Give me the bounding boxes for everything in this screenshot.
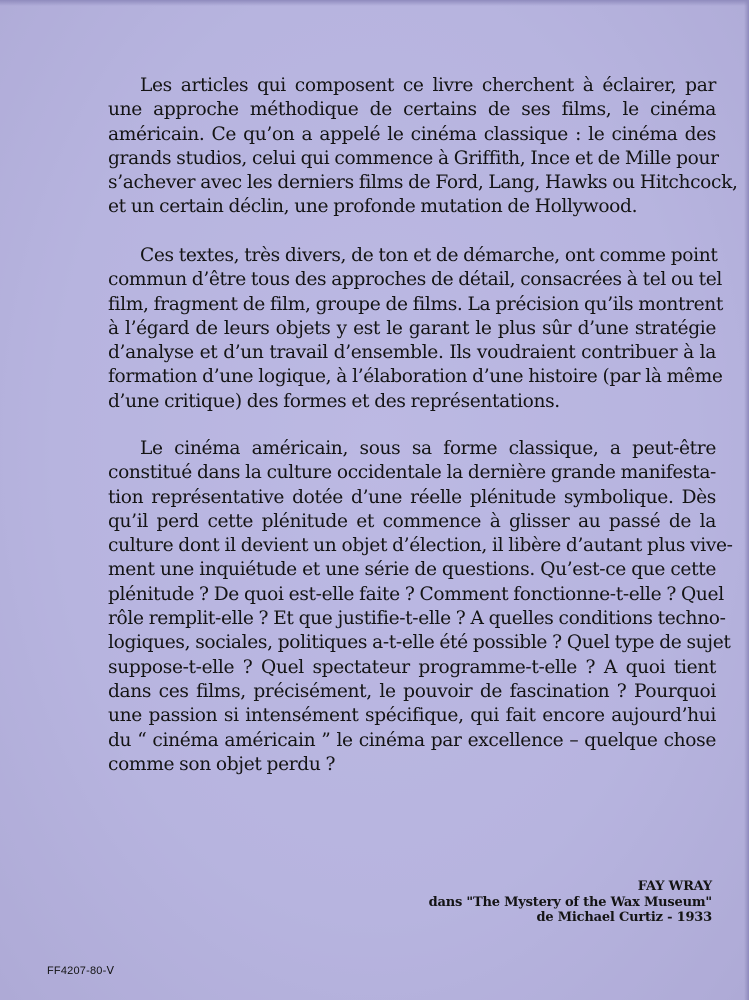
caption-director: de Michael Curtiz - 1933 bbox=[536, 910, 712, 925]
text-line: américain. Ce qu’on a appelé le cinéma classique : le cinéma des bbox=[108, 123, 716, 145]
text-line: culture dont il devient un objet d’élection, il libère d’autant plus vive- bbox=[108, 535, 733, 557]
paragraph-2 bbox=[108, 244, 724, 414]
text-line: film, fragment de film, groupe de films. La précision qu’ils montrent bbox=[108, 293, 724, 315]
text-line: et un certain déclin, une profonde mutation de Hollywood. bbox=[108, 196, 638, 218]
text-line: dans ces films, précisément, le pouvoir de fascination ? Pourquoi bbox=[108, 680, 716, 702]
text-line: suppose-t-elle ? Quel spectateur programme-t-elle ? A quoi tient bbox=[108, 656, 716, 678]
catalog-code: FF4207-80-Ⅴ bbox=[47, 965, 115, 977]
text-line: logiques, sociales, politiques a-t-elle été possible ? Quel type de sujet bbox=[108, 632, 731, 654]
text-line: rôle remplit-elle ? Et que justifie-t-elle ? A quelles conditions techno- bbox=[108, 608, 726, 630]
text-line: Ces textes, très divers, de ton et de démarche, ont comme point bbox=[140, 245, 718, 266]
caption-actress: FAY WRAY bbox=[637, 879, 712, 894]
text-line: ment une inquiétude et une série de questions. Qu’est-ce que cette bbox=[108, 559, 716, 581]
text-line: comme son objet perdu ? bbox=[108, 753, 336, 775]
text-line: d’analyse et d’un travail d’ensemble. Ils voudraient contribuer à la bbox=[108, 342, 716, 364]
text-line: constitué dans la culture occidentale la dernière grande manifesta- bbox=[108, 462, 716, 484]
text-line: grands studios, celui qui commence à Griffith, Ince et de Mille pour bbox=[108, 147, 719, 169]
text-line: tion représentative dotée d’une réelle plénitude symbolique. Dès bbox=[108, 486, 716, 508]
text-line: s’achever avec les derniers films de Ford, Lang, Hawks ou Hitchcock, bbox=[108, 172, 738, 194]
caption-film: dans "The Mystery of the Wax Museum" bbox=[428, 894, 712, 910]
text-line: à l’égard de leurs objets y est le garant le plus sûr d’une stratégie bbox=[108, 317, 716, 339]
text-line: plénitude ? De quoi est-elle faite ? Comment fonctionne-t-elle ? Quel bbox=[108, 583, 724, 605]
paragraph-3 bbox=[108, 437, 733, 777]
text-line: commun d’être tous des approches de détail, consacrées à tel ou tel bbox=[108, 269, 722, 291]
text-line: du “ cinéma américain ” le cinéma par excellence – quelque chose bbox=[108, 729, 716, 751]
text-line: d’une critique) des formes et des représentations. bbox=[108, 390, 560, 412]
text-line: formation d’une logique, à l’élaboration d’une histoire (par là même bbox=[108, 366, 723, 388]
text-line: Le cinéma américain, sous sa forme classique, a peut-être bbox=[140, 438, 716, 459]
text-line: une approche méthodique de certains de ses films, le cinéma bbox=[108, 99, 716, 121]
text-line: Les articles qui composent ce livre cherchent à éclairer, par bbox=[140, 75, 716, 96]
photo-caption bbox=[429, 879, 712, 926]
paragraph-1 bbox=[108, 74, 738, 220]
text-line: qu’il perd cette plénitude et commence à glisser au passé de la bbox=[108, 510, 716, 532]
text-line: une passion si intensément spécifique, qui fait encore aujourd’hui bbox=[108, 705, 716, 727]
